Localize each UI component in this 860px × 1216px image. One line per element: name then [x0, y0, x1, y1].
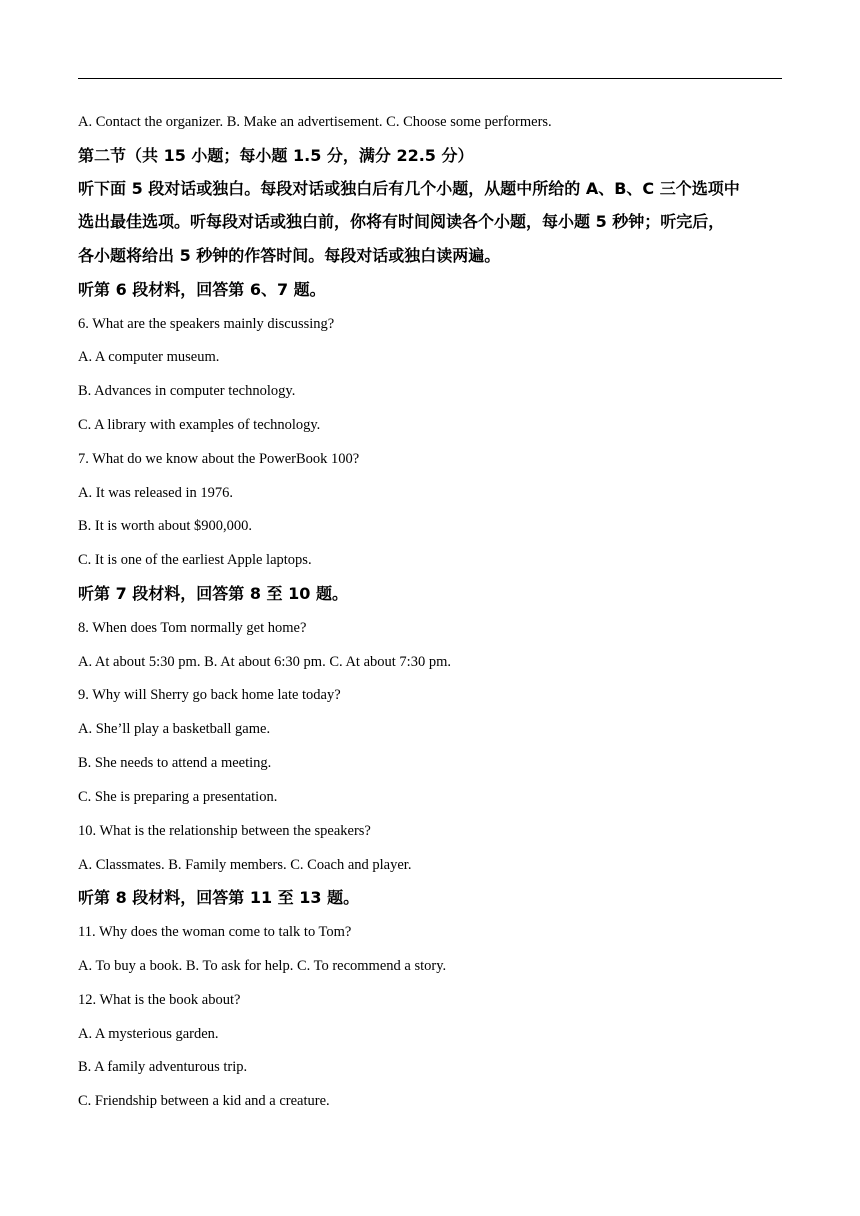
q6-b-text: B. Advances in computer technology. [78, 383, 296, 399]
material-7-heading: 听第 7 段材料，回答第 8 至 10 题。 [78, 584, 348, 603]
section-2-heading: 第二节（共 15 小题；每小题 1.5 分，满分 22.5 分） [78, 146, 474, 165]
q7-a-text: A. It was released in 1976. [78, 485, 234, 501]
q6-c-text: C. A library with examples of technology. [78, 417, 321, 433]
q6-a-text: A. A computer museum. [78, 349, 220, 365]
q9-b-text: B. She needs to attend a meeting. [78, 755, 272, 771]
instructions-2: 选出最佳选项。听每段对话或独白前，你将有时间阅读各个小题，每小题 5 秒钟；听完后， [78, 212, 725, 231]
q7-b-text: B. It is worth about $900,000. [78, 518, 252, 534]
q11-options-text: A. To buy a book. B. To ask for help. C. To recommend a story. [78, 958, 447, 974]
q9-c-text: C. She is preparing a presentation. [78, 789, 278, 805]
material-6-heading: 听第 6 段材料，回答第 6、7 题。 [78, 280, 326, 299]
instructions-1: 听下面 5 段对话或独白。每段对话或独白后有几个小题，从题中所给的 A、B、C 三个选项中 [78, 179, 740, 198]
q7-text: 7. What do we know about the PowerBook 100? [78, 451, 360, 467]
header-rule [78, 78, 782, 79]
q11-text: 11. Why does the woman come to talk to Tom? [78, 924, 352, 940]
q9-a-text: A. She’ll play a basketball game. [78, 721, 271, 737]
q6-text: 6. What are the speakers mainly discussing? [78, 316, 335, 332]
q5-options-text: A. Contact the organizer. B. Make an advertisement. C. Choose some performers. [78, 114, 552, 130]
q8-options-text: A. At about 5:30 pm. B. At about 6:30 pm. C. At about 7:30 pm. [78, 654, 451, 670]
q8-text: 8. When does Tom normally get home? [78, 620, 307, 636]
q10-options-text: A. Classmates. B. Family members. C. Coach and player. [78, 857, 412, 873]
q12-a-text: A. A mysterious garden. [78, 1026, 219, 1042]
q12-text: 12. What is the book about? [78, 992, 241, 1008]
q12-c-text: C. Friendship between a kid and a creature. [78, 1093, 330, 1109]
q9-text: 9. Why will Sherry go back home late today? [78, 687, 341, 703]
instructions-3: 各小题将给出 5 秒钟的作答时间。每段对话或独白读两遍。 [78, 246, 501, 265]
q12-b-text: B. A family adventurous trip. [78, 1059, 248, 1075]
q10-text: 10. What is the relationship between the speakers? [78, 823, 371, 839]
q7-c-text: C. It is one of the earliest Apple laptops. [78, 552, 312, 568]
material-8-heading: 听第 8 段材料，回答第 11 至 13 题。 [78, 888, 360, 907]
